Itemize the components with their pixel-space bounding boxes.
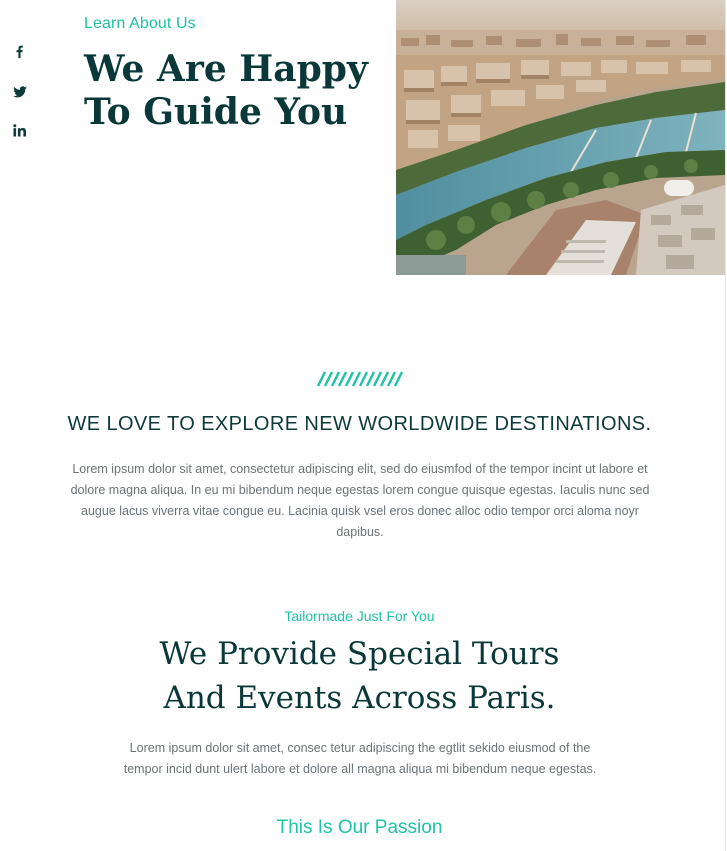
page-edge-divider	[725, 0, 726, 851]
twitter-icon[interactable]	[12, 84, 28, 100]
aerial-city-river-icon	[396, 0, 725, 275]
hero-title: We Are Happy To Guide You	[84, 48, 368, 133]
tours-eyebrow: Tailormade Just For You	[284, 608, 435, 624]
passion-subheading: This Is Our Passion	[276, 817, 443, 838]
hero-photo	[396, 0, 725, 275]
tours-title-line-1: We Provide Special Tours	[159, 636, 560, 672]
decorative-stripes	[316, 371, 404, 387]
facebook-icon[interactable]	[12, 45, 28, 61]
tours-title	[0, 632, 719, 720]
intro-paragraph: Lorem ipsum dolor sit amet, consectetur adipiscing elit, sed do eiusmfod of the tempor incint ut labore et dolore magna aliqua. In eu mi bibendum neque egestas lorem congue quisque egestas. Iaculis nunc sed augue lacus viverra vitae congue eu. Lacinia quisk vsel eros donec alloc odio tempor orci aloma noyr dapibus.	[70, 462, 650, 539]
section-heading: WE LOVE TO EXPLORE NEW WORLDWIDE DESTINATIONS.	[67, 413, 652, 435]
tours-title-line-2: And Events Across Paris.	[163, 680, 556, 716]
linkedin-icon[interactable]	[12, 123, 28, 139]
hero-eyebrow: Learn About Us	[84, 15, 196, 32]
tours-paragraph: Lorem ipsum dolor sit amet, consec tetur adipiscing the egtlit sekido eiusmod of the tempor incid dunt ulert labore et dolore all magna aliqua mi bibendum neque egestas.	[123, 741, 597, 776]
